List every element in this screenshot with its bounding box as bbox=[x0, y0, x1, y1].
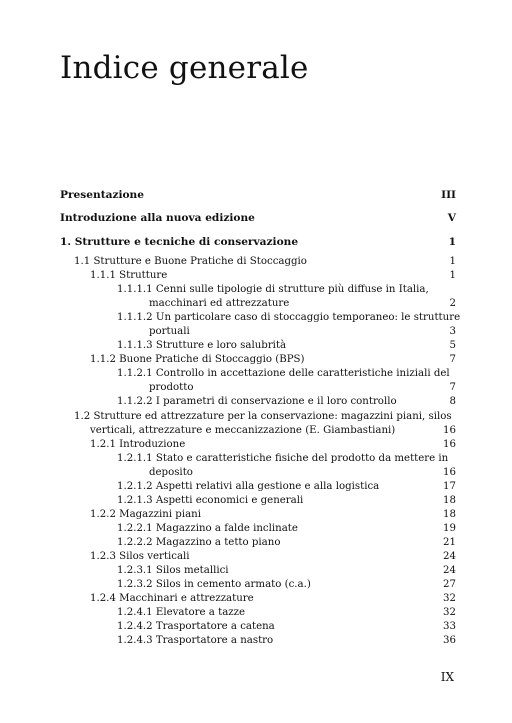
toc-entry-title: 1.1.1.3 Strutture e loro salubrità bbox=[117, 340, 287, 351]
toc-entry-page: 7 bbox=[449, 354, 456, 365]
toc-entry-title: 1.1.2.1 Controllo in accettazione delle caratteristiche iniziali del bbox=[117, 368, 450, 379]
toc-entry-page: III bbox=[441, 189, 456, 201]
page-title: Indice generale bbox=[60, 50, 309, 86]
toc-entry-page: 5 bbox=[449, 340, 456, 351]
toc-entry-page: 24 bbox=[443, 551, 456, 562]
toc-entry-title: 1.2.2 Magazzini piani bbox=[90, 509, 201, 520]
toc-entry-page: 16 bbox=[443, 439, 456, 450]
toc-entry-page: V bbox=[447, 212, 456, 224]
toc-entry-page: 24 bbox=[443, 565, 456, 576]
toc-entry-title: macchinari ed attrezzature bbox=[149, 298, 290, 309]
toc-entry-page: 32 bbox=[443, 607, 456, 618]
toc-entry-title: 1.2.1.2 Aspetti relativi alla gestione e alla logistica bbox=[117, 481, 380, 492]
toc-entry-title: portuali bbox=[149, 326, 190, 337]
toc-entry-page: 8 bbox=[449, 396, 456, 407]
toc-entry-page: 16 bbox=[443, 425, 456, 436]
toc-entry-title: 1.2.4.2 Trasportatore a catena bbox=[117, 621, 275, 632]
toc-entry-page: 36 bbox=[443, 635, 456, 646]
toc-entry-title: 1.2.4 Macchinari e attrezzature bbox=[90, 593, 254, 604]
page-number: IX bbox=[440, 670, 454, 684]
toc-entry-title: 1.2.3.1 Silos metallici bbox=[117, 565, 229, 576]
toc-entry-title: 1.1.1.2 Un particolare caso di stoccaggio temporaneo: le strutture bbox=[117, 312, 461, 323]
toc-entry-title: 1.2.1 Introduzione bbox=[90, 439, 186, 450]
toc-entry-page: 1 bbox=[449, 270, 456, 281]
toc-entry-title: 1.1 Strutture e Buone Pratiche di Stoccaggio bbox=[74, 256, 307, 267]
toc-entry-page: 16 bbox=[443, 467, 456, 478]
toc-entry-page: 21 bbox=[443, 537, 456, 548]
toc-entry-title: 1.2.3.2 Silos in cemento armato (c.a.) bbox=[117, 579, 311, 590]
toc-entry-title: 1.2.2.2 Magazzino a tetto piano bbox=[117, 537, 281, 548]
toc-entry-page: 1 bbox=[448, 236, 456, 248]
toc-entry-page: 32 bbox=[443, 593, 456, 604]
toc-entry-title: 1.2.2.1 Magazzino a falde inclinate bbox=[117, 523, 298, 534]
toc-entry-title: 1.1.1 Strutture bbox=[90, 270, 168, 281]
toc-entry-page: 33 bbox=[443, 621, 456, 632]
toc-entry-title: 1.1.1.1 Cenni sulle tipologie di strutture più diffuse in Italia, bbox=[117, 284, 429, 295]
toc-entry-title: prodotto bbox=[149, 382, 194, 393]
toc-entry-title: 1.2 Strutture ed attrezzature per la conservazione: magazzini piani, silos bbox=[74, 411, 452, 422]
toc-entry-title: Presentazione bbox=[60, 189, 144, 201]
toc-entry-title: 1.2.1.1 Stato e caratteristiche fisiche del prodotto da mettere in bbox=[117, 453, 449, 464]
toc-entry-page: 18 bbox=[443, 495, 456, 506]
toc-entry-page: 27 bbox=[443, 579, 456, 590]
toc-entry-page: 18 bbox=[443, 509, 456, 520]
toc-entry-page: 7 bbox=[449, 382, 456, 393]
toc-entry-title: 1.2.1.3 Aspetti economici e generali bbox=[117, 495, 304, 506]
toc-entry-title: Introduzione alla nuova edizione bbox=[60, 212, 255, 224]
toc-entry-title: verticali, attrezzature e meccanizzazione (E. Giambastiani) bbox=[90, 425, 396, 436]
toc-entry-title: 1.1.2.2 I parametri di conservazione e il loro controllo bbox=[117, 396, 397, 407]
toc-entry-title: deposito bbox=[149, 467, 193, 478]
toc-entry-page: 19 bbox=[443, 523, 456, 534]
toc-entry-title: 1.1.2 Buone Pratiche di Stoccaggio (BPS) bbox=[90, 354, 305, 365]
toc-entry-title: 1.2.3 Silos verticali bbox=[90, 551, 190, 562]
toc-entry-page: 1 bbox=[449, 256, 456, 267]
toc-entry-title: 1. Strutture e tecniche di conservazione bbox=[60, 236, 299, 248]
toc-entry-title: 1.2.4.3 Trasportatore a nastro bbox=[117, 635, 274, 646]
toc-entry-page: 17 bbox=[443, 481, 456, 492]
toc-entry-page: 2 bbox=[449, 298, 456, 309]
toc-entry-page: 3 bbox=[449, 326, 456, 337]
toc-entry-title: 1.2.4.1 Elevatore a tazze bbox=[117, 607, 246, 618]
